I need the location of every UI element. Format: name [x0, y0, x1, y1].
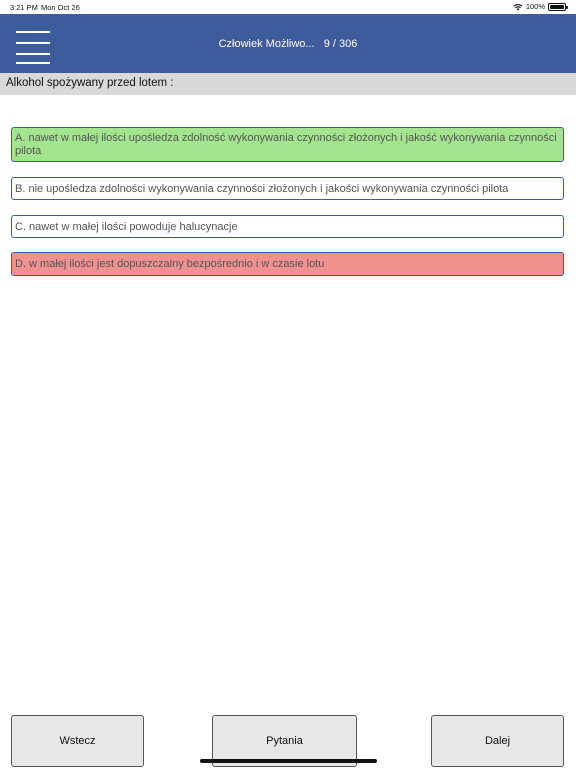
answer-option-d[interactable]: D. w małej ilości jest dopuszczalny bezpośrednio i w czasie lotu [11, 252, 564, 276]
next-button[interactable]: Dalej [431, 715, 564, 767]
status-time: 3:21 PM [10, 3, 38, 12]
battery-percent: 100% [525, 2, 545, 11]
home-indicator[interactable] [200, 759, 377, 763]
back-button[interactable]: Wstecz [11, 715, 144, 767]
page-title: Człowiek Możliwo... 9 / 306 [218, 38, 358, 50]
question-text: Alkohol spożywany przed lotem : [6, 77, 174, 89]
wifi-icon [513, 3, 523, 11]
answer-option-a[interactable]: A. nawet w małej ilości upośledza zdolność wykonywania czynności złożonych i jakość wykonywania czynności pilota [11, 127, 564, 162]
nav-bar [0, 14, 576, 73]
answer-option-c[interactable]: C. nawet w małej ilości powoduje halucynacje [11, 215, 564, 238]
questions-button[interactable]: Pytania [212, 715, 357, 767]
answer-option-b[interactable]: B. nie upośledza zdolności wykonywania czynności złożonych i jakości wykonywania czynności pilota [11, 177, 564, 200]
status-bar [0, 0, 576, 14]
question-bar [0, 73, 576, 95]
status-indicators [513, 2, 566, 11]
status-date: Mon Oct 26 [41, 3, 80, 12]
battery-icon [548, 3, 566, 11]
